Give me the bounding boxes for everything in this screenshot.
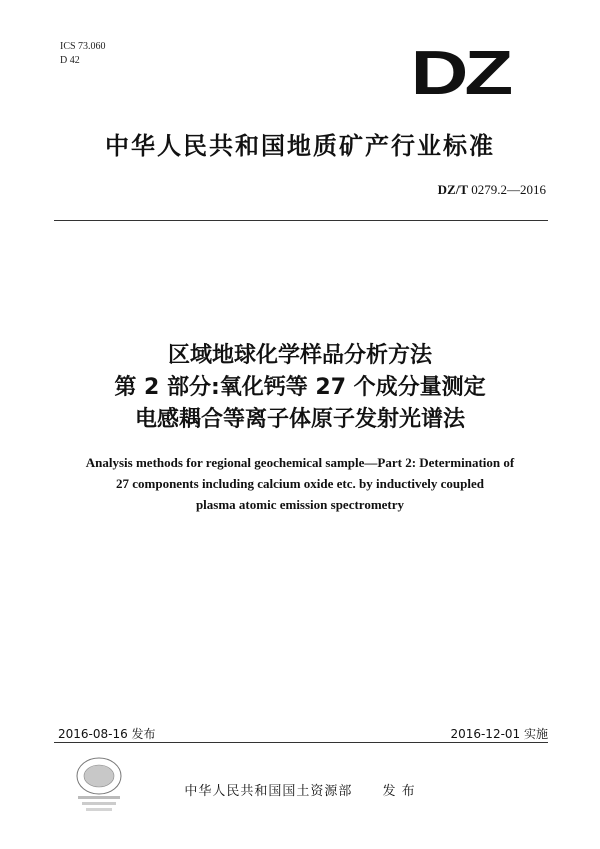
issuer-action: 发 布 [382, 784, 416, 799]
english-title-line-3: plasma atomic emission spectrometry [195, 497, 405, 512]
standard-code-prefix: DZ/T [437, 182, 468, 197]
ccs-code: D 42 [60, 55, 80, 66]
chinese-title-line-2: 第 2 部分:氧化钙等 27 个成分量测定 [114, 375, 486, 400]
issuer-line [0, 780, 600, 799]
standard-number [438, 182, 546, 198]
ics-code: ICS 73.060 [60, 41, 106, 52]
chinese-title-line-1: 区域地球化学样品分析方法 [167, 343, 432, 368]
publish-date: 2016-08-16 发布 [58, 727, 156, 741]
standard-code-number: 0279.2—2016 [471, 182, 546, 197]
english-title-line-1: Analysis methods for regional geochemical sample—Part 2: Determination of [85, 455, 515, 470]
classification-codes [60, 40, 106, 68]
effective-date: 2016-12-01 实施 [450, 727, 548, 741]
issuer-name: 中华人民共和国国土资源部 [184, 784, 353, 799]
bottom-rule [54, 742, 548, 743]
english-title [60, 452, 540, 515]
top-rule [54, 220, 548, 221]
dz-logo-text: DZ [410, 38, 510, 98]
standard-title: 中华人民共和国地质矿产行业标准 [105, 132, 495, 160]
chinese-title [0, 340, 600, 436]
dz-logo [398, 34, 522, 98]
english-title-line-2: 27 components including calcium oxide etc. by inductively coupled [116, 476, 484, 491]
chinese-title-line-3: 电感耦合等离子体原子发射光谱法 [134, 407, 465, 432]
